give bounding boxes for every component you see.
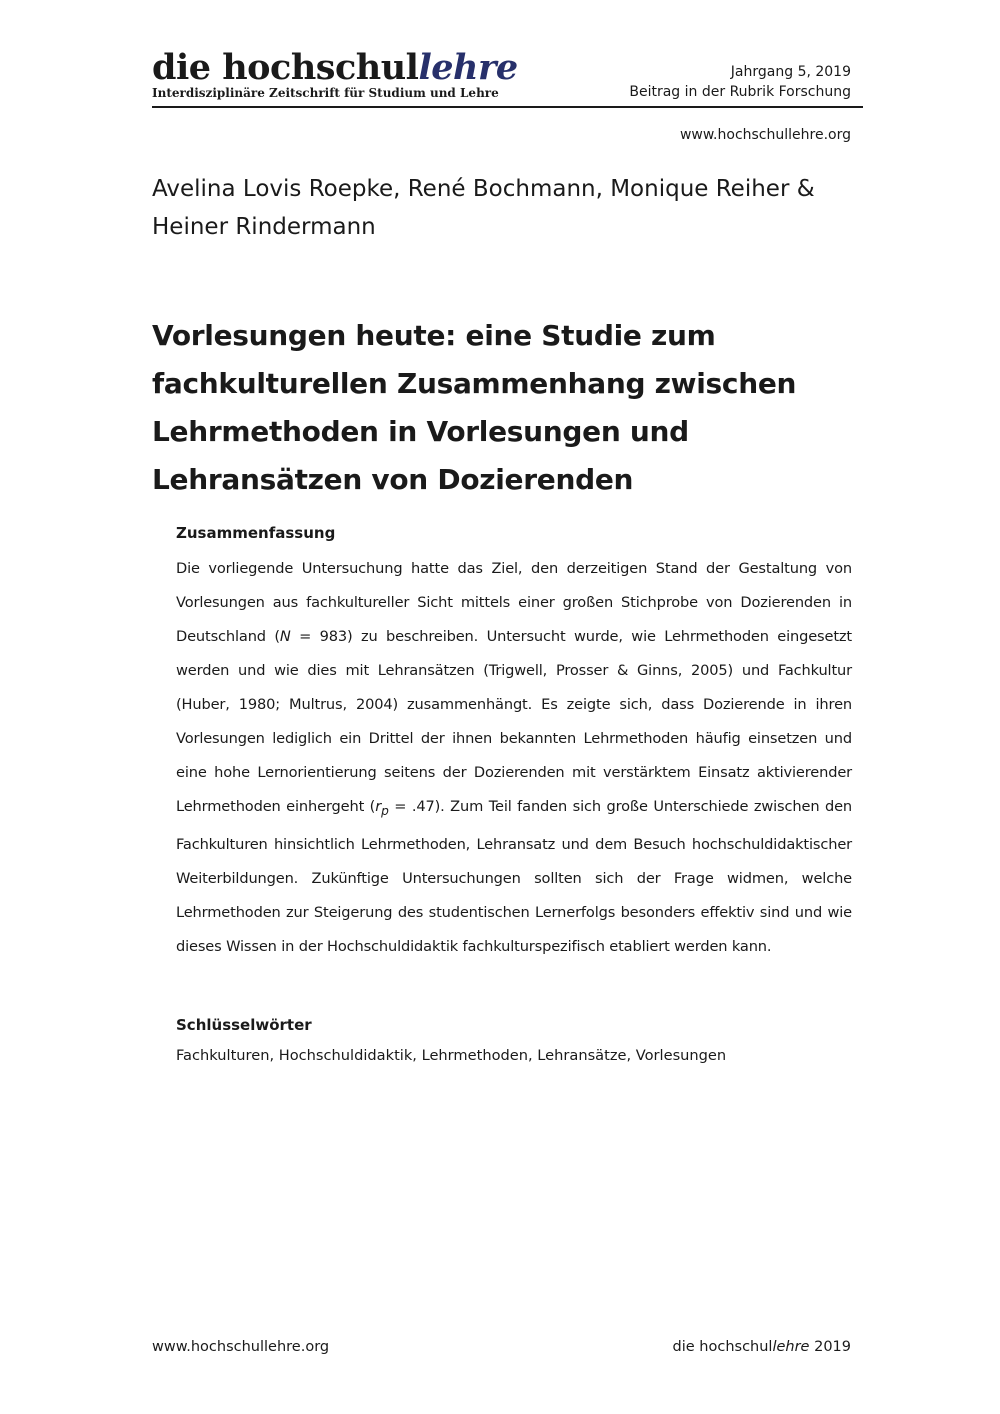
footer-journal [673,1337,851,1357]
journal-logo [152,47,518,88]
title-line: Lehrmethoden in Vorlesungen und [152,415,689,448]
correlation-subscript: p [381,803,389,818]
authors-line: Avelina Lovis Roepke, René Bochmann, Monique Reiher & [152,176,815,202]
footer-year: 2019 [809,1339,851,1355]
correlation-symbol: r [375,798,382,815]
logo-prefix: die hochschul [152,47,419,88]
title-line: Lehransätzen von Dozierenden [152,463,634,496]
abstract-text [176,552,852,964]
header-divider [152,106,863,108]
title-line: fachkulturellen Zusammenhang zwischen [152,367,797,400]
abstract-text-part: = .47). Zum Teil fanden sich große Unterschiede zwischen den Fachkulturen hinsichtlich Lehrmethoden, Lehransatz und dem Besuch hochschuldidaktischer Weiterbildungen. Zukünftige Untersuchungen sollten sich der Frage widmen, welche Lehrmethoden zur Steigerung des studentischen Lernerfolgs besonders effektiv sind und wie dieses Wissen in der Hochschuldidaktik fachkulturspezifisch etabliert werden kann. [176,798,852,955]
keywords-section [176,1014,852,1068]
article-title [152,312,862,504]
authors-line: Heiner Rindermann [152,214,376,240]
keywords-heading: Schlüsselwörter [176,1016,312,1034]
rubric-label: Beitrag in der Rubrik Forschung [629,84,851,100]
abstract-heading: Zusammenfassung [176,524,336,542]
issue-info [629,62,851,102]
footer-journal-prefix: die hochschul [672,1339,773,1355]
header-url[interactable]: www.hochschullehre.org [679,127,851,143]
logo-emphasis: lehre [418,47,518,88]
title-line: Vorlesungen heute: eine Studie zum [152,319,716,352]
abstract-section [176,522,852,964]
footer-journal-emphasis: lehre [772,1339,810,1355]
keywords-text: Fachkulturen, Hochschuldidaktik, Lehrmethoden, Lehransätze, Vorlesungen [176,1047,727,1064]
footer-url[interactable]: www.hochschullehre.org [152,1339,330,1355]
sample-size-symbol: N [279,628,291,645]
journal-subtitle: Interdisziplinäre Zeitschrift für Studium und Lehre [152,86,499,100]
abstract-text-part: = 983) zu beschreiben. Untersucht wurde, wie Lehrmethoden eingesetzt werden und wie dies mit Lehransätzen (Trigwell, Prosser & Ginns, 2005) und Fachkultur (Huber, 1980; Multrus, 2004) zusammenhängt. Es zeigte sich, dass Dozierende in ihren Vorlesungen lediglich ein Drittel der ihnen bekannten Lehrmethoden häufig einsetzen und eine hohe Lernorientierung seitens der Dozierenden mit verstärktem Einsatz aktivierender Lehrmethoden einhergeht ( [176,628,852,815]
authors [152,170,852,246]
volume-label: Jahrgang 5, 2019 [730,64,851,80]
abstract-text-part: Die vorliegende Untersuchung hatte das Ziel, den derzeitigen Stand der Gestaltung von Vorlesungen aus fachkultureller Sicht mittels einer großen Stichprobe von Dozierenden in Deutschland ( [176,560,852,645]
journal-masthead [152,47,518,100]
